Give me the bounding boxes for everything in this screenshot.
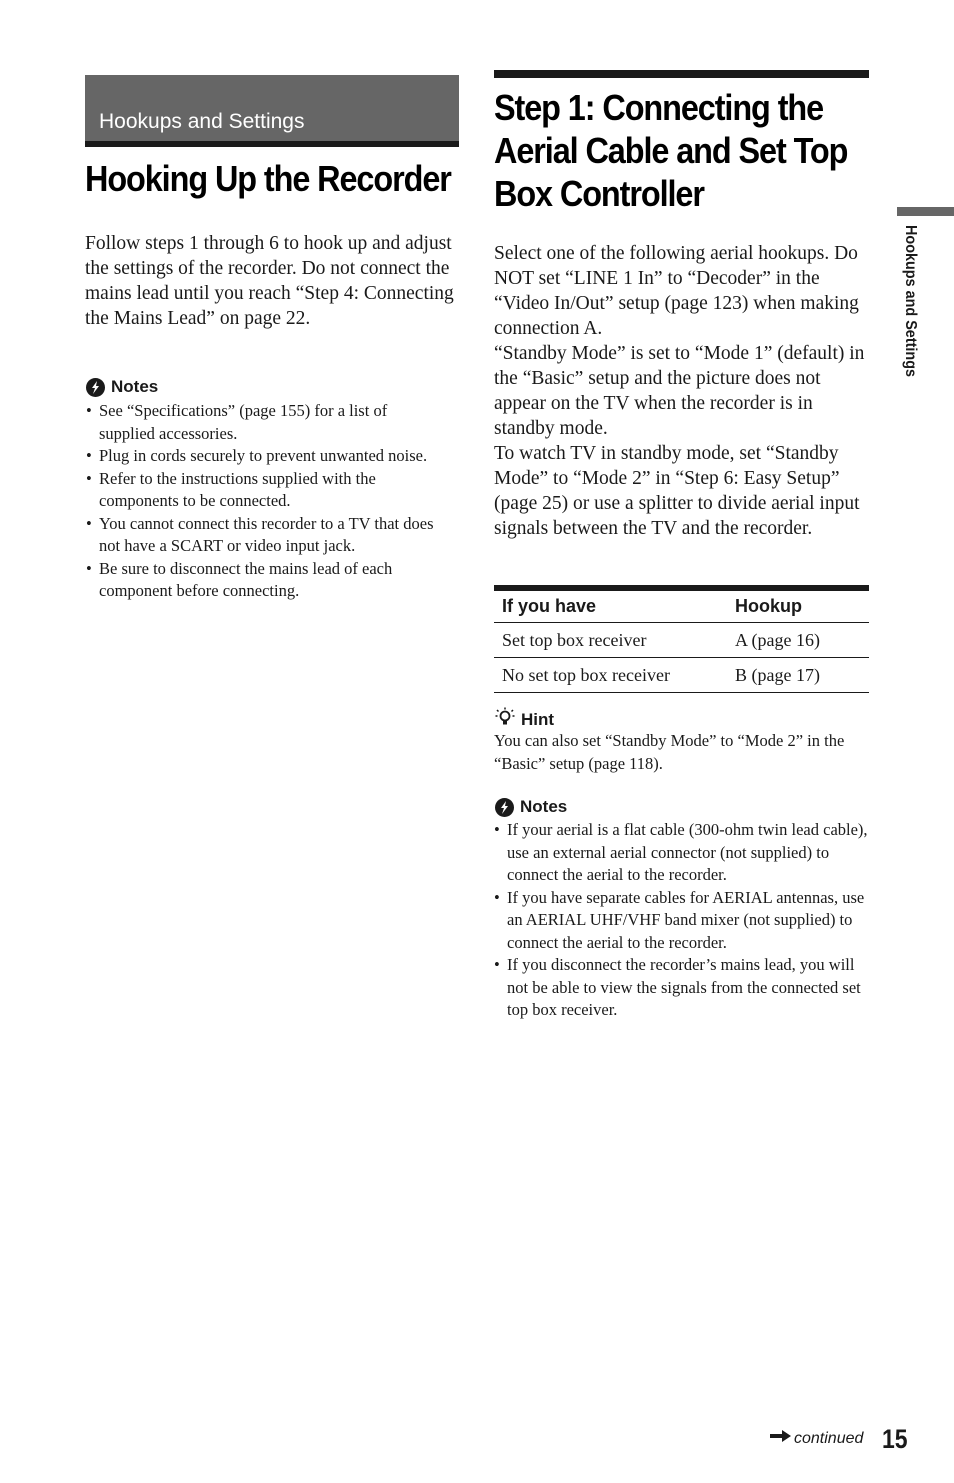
section-label: Hookups and Settings: [99, 110, 305, 133]
hint-heading-label: Hint: [521, 709, 555, 729]
list-item: • Refer to the instructions supplied with the components to be connected.: [86, 468, 446, 513]
side-tab-bar: [897, 207, 954, 216]
hint-text: You can also set “Standby Mode” to “Mode 2” in the “Basic” setup (page 118).: [494, 731, 845, 773]
list-item: • See “Specifications” (page 155) for a list of supplied accessories.: [86, 400, 446, 445]
table-header-cell: If you have: [494, 588, 727, 623]
table-header-row: [494, 588, 869, 623]
page-number: 15: [882, 1424, 908, 1454]
title-line: Aerial Cable and Set Top: [494, 130, 848, 171]
table-header-cell: Hookup: [727, 588, 869, 623]
continued-label: continued: [794, 1429, 864, 1447]
intro-paragraph: “Standby Mode” is set to “Mode 1” (default) in the “Basic” setup and the picture does not appear on the TV when the recorder is in standby mode.: [494, 343, 865, 439]
list-item: • Be sure to disconnect the mains lead of each component before connecting.: [86, 558, 446, 603]
arrow-right-icon: [770, 1429, 792, 1448]
note-exclamation-icon: [86, 378, 105, 397]
heading-rule: [494, 70, 869, 78]
notes-list-right: [494, 819, 869, 1022]
notes-heading-label: Notes: [520, 797, 568, 816]
intro-paragraph: Select one of the following aerial hookups. Do NOT set “LINE 1 In” to “Decoder” in the “Video In/Out” setup (page 123) when making connection A.: [494, 243, 859, 339]
notes-list-left: [86, 400, 446, 603]
table-row: [494, 658, 869, 693]
lightbulb-icon: [495, 707, 515, 732]
table-row: [494, 623, 869, 658]
table-cell: A (page 16): [727, 623, 869, 658]
list-item: • If your aerial is a flat cable (300-ohm twin lead cable), use an external aerial connector (not supplied) to connect the aerial to the recorder.: [494, 819, 869, 887]
table-cell: B (page 17): [727, 658, 869, 693]
intro-paragraph-left: Follow steps 1 through 6 to hook up and adjust the settings of the recorder. Do not connect the mains lead until you reach “Step 4: Connecting the Mains Lead” on page 22.: [85, 233, 454, 329]
list-item: • If you disconnect the recorder’s mains lead, you will not be able to view the signals from the connected set top box receiver.: [494, 954, 869, 1022]
section-banner: [85, 75, 459, 147]
hookup-table: [494, 585, 869, 693]
notes-heading-label: Notes: [111, 377, 159, 396]
page-title-right: [494, 86, 872, 215]
title-line: Step 1: Connecting the: [494, 87, 824, 128]
side-tab-label: Hookups and Settings: [902, 225, 919, 378]
intro-paragraph: To watch TV in standby mode, set “Standby Mode” to “Mode 2” in “Step 6: Easy Setup” (page 25) or use a splitter to divide aerial input signals between the TV and the recorder.: [494, 443, 860, 539]
list-item: • If you have separate cables for AERIAL antennas, use an AERIAL UHF/VHF band mixer (not supplied) to connect the aerial to the recorder.: [494, 887, 869, 955]
table-cell: No set top box receiver: [494, 658, 727, 693]
table-cell: Set top box receiver: [494, 623, 727, 658]
title-line: Box Controller: [494, 173, 704, 214]
notes-heading-left: [86, 377, 158, 397]
list-item: • Plug in cords securely to prevent unwanted noise.: [86, 445, 446, 468]
notes-heading-right: [495, 797, 567, 817]
intro-paragraphs-right: [494, 241, 872, 541]
note-exclamation-icon: [495, 798, 514, 817]
hint-heading: [495, 707, 554, 732]
list-item: • You cannot connect this recorder to a TV that does not have a SCART or video input jack.: [86, 513, 446, 558]
page-title-left: Hooking Up the Recorder: [85, 158, 451, 199]
continued-indicator: [770, 1429, 863, 1448]
